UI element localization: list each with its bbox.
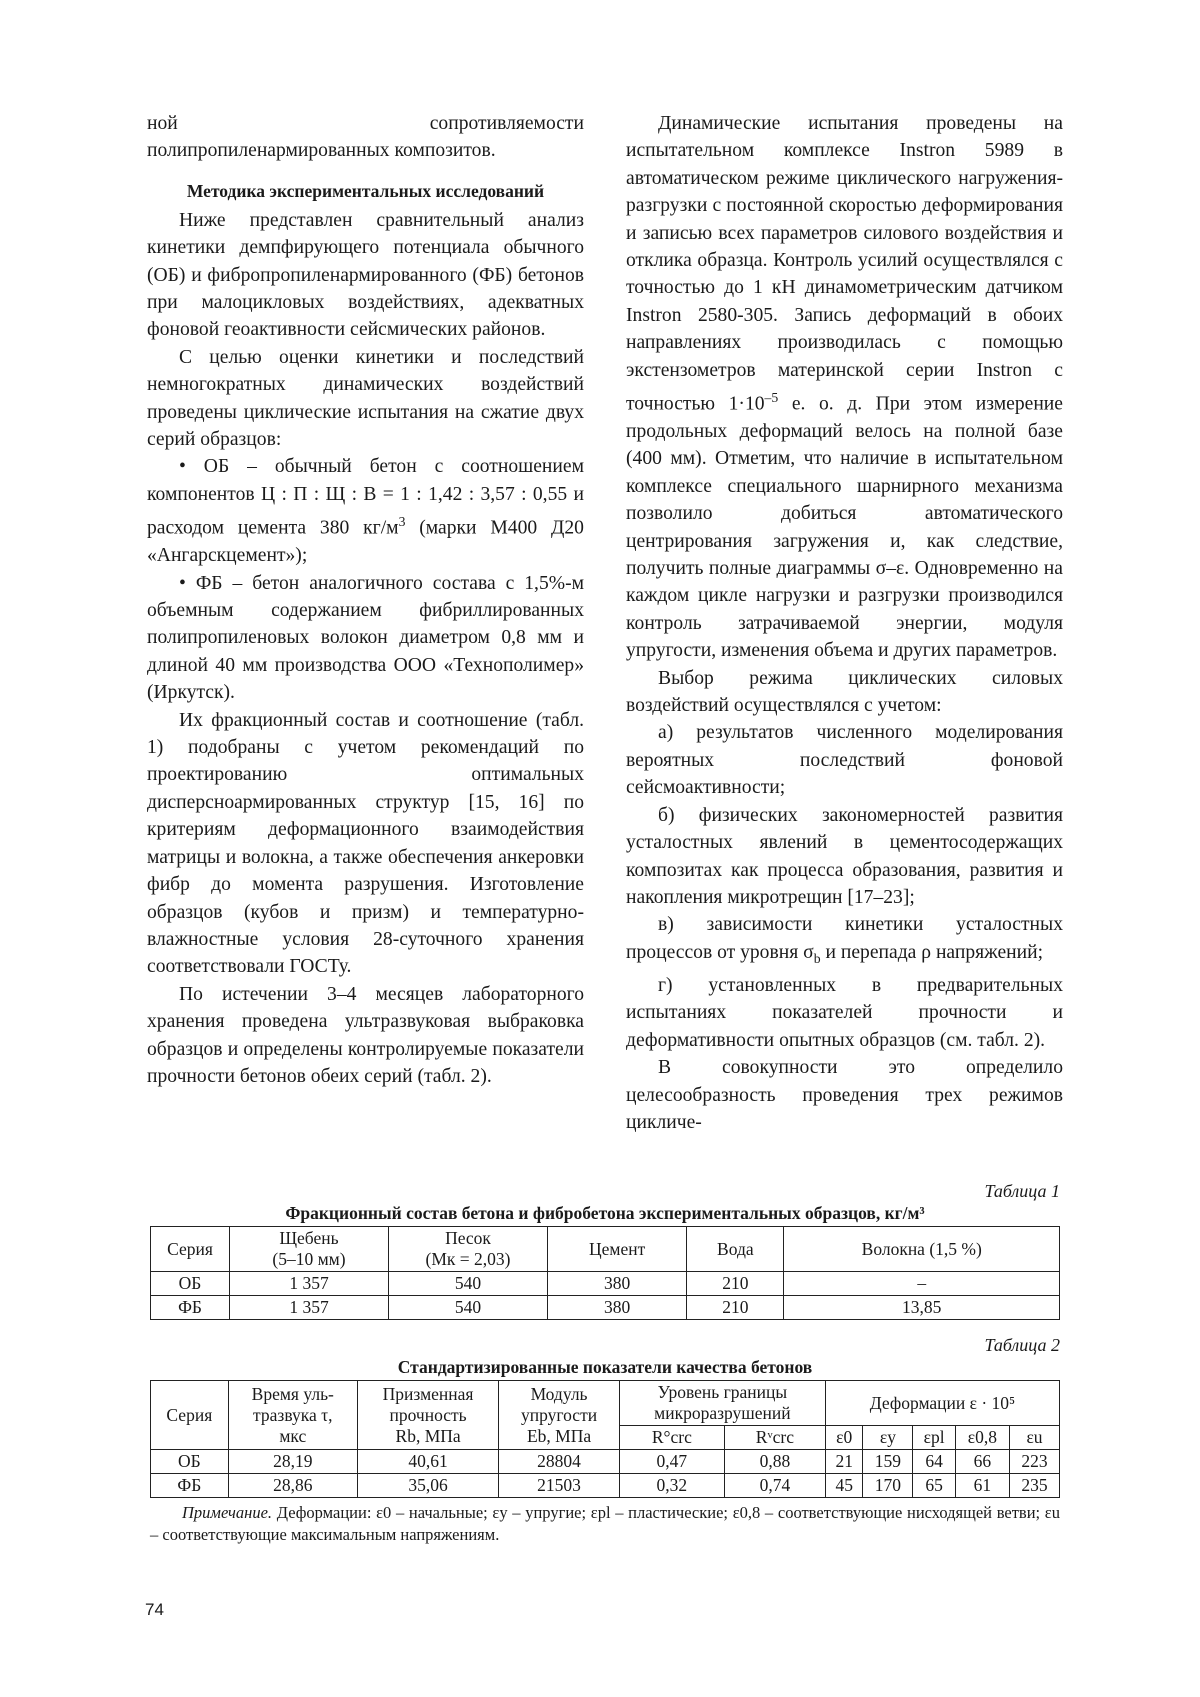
paragraph: В совокупности это определило целесообразность проведения трех режимов цикличе- xyxy=(626,1057,1063,1134)
header-cell: εpl xyxy=(913,1426,955,1450)
list-item: в) зависимости кинетики усталостных процессов от уровня $\sigma_b$ и перепада ρ напряжений; xyxy=(626,914,1063,966)
list-item: г) установленных в предварительных испытаниях показателей прочности и деформативности опытных образцов (см. табл. 2). xyxy=(626,975,1063,1051)
table-title: Стандартизированные показатели качества бетонов xyxy=(397,1357,813,1377)
cell: 0,74 xyxy=(724,1474,825,1498)
cell: ФБ xyxy=(151,1296,230,1320)
cell: ОБ xyxy=(151,1450,229,1474)
header-cell: Щебень (5–10 мм) xyxy=(230,1227,389,1272)
header-cell: Rᵛcrc xyxy=(724,1426,825,1450)
cell: 0,88 xyxy=(724,1450,825,1474)
paragraph: Динамические испытания проведены на испытательном комплексе Instron 5989 в автоматическом режиме циклического нагружения-разгрузки с постоянной скоростью деформирования и записью всех параметров силового воздействия и отклика образца. Контроль усилий осуществлялся с точностью до 1 кН динамометрическим датчиком Instron 2580-305. Запись деформаций в обоих направлениях производилась с помощью экстензометров материнской серии Instron с точностью $1\cdot 10^{-5}$ е. о. д. При этом измерение продольных деформаций велось на полной базе (400 мм). Отметим, что наличие в испытательном комплексе специального шарнирного механизма позволило добиться автоматического центрирования загружения и, как следствие, получить полные диаграммы σ–ε. Одновременно на каждом цикле нагрузки и разгрузки производился контроль затрачиваемой энергии, модуля упругости, изменения объема и других параметров. xyxy=(626,113,1063,662)
header-cell: Время уль- тразвука τ, мкс xyxy=(228,1381,357,1450)
header-cell: Модуль упругости Eb, МПа xyxy=(499,1381,620,1450)
left-column xyxy=(147,110,584,1090)
cell: ФБ xyxy=(151,1474,229,1498)
paragraph: ной сопротивляемости полипропиленармированных композитов. xyxy=(147,113,584,162)
cell: 13,85 xyxy=(784,1296,1060,1320)
header-cell: Деформации ε · 10⁵ xyxy=(825,1381,1059,1426)
cell: 65 xyxy=(913,1474,955,1498)
cell: 66 xyxy=(955,1450,1009,1474)
cell: 28,19 xyxy=(228,1450,357,1474)
table-row xyxy=(151,1272,1060,1296)
right-column xyxy=(626,110,1063,1136)
cell: 1 357 xyxy=(230,1296,389,1320)
cell: 380 xyxy=(548,1296,687,1320)
cell: 21503 xyxy=(499,1474,620,1498)
table-title: Фракционный состав бетона и фибробетона экспериментальных образцов, кг/м³ xyxy=(285,1203,925,1223)
paragraph: Ниже представлен сравнительный анализ кинетики демпфирующего потенциала обычного (ОБ) и фибропропиленармированного (ФБ) бетонов при малоцикловых воздействиях, адекватных фоновой геоактивности сейсмических районов. xyxy=(147,209,584,341)
composition-table xyxy=(150,1226,1060,1320)
cell: 61 xyxy=(955,1474,1009,1498)
paragraph: Выбор режима циклических силовых воздействий осуществлялся с учетом: xyxy=(626,667,1063,717)
header-cell: Волокна (1,5 %) xyxy=(784,1227,1060,1272)
table-header-row xyxy=(151,1227,1060,1272)
cell: 1 357 xyxy=(230,1272,389,1296)
cell: 28804 xyxy=(499,1450,620,1474)
bullet-item: • ФБ – бетон аналогичного состава с 1,5%-м объемным содержанием фибриллированных полипропиленовых волокон диаметром 0,8 мм и длиной 40 мм производства ООО «Технополимер» (Иркутск). xyxy=(147,572,584,704)
tables-section xyxy=(150,1180,1060,1546)
table-note: Примечание. Деформации: ε0 – начальные; εy – упругие; εpl – пластические; ε0,8 – соответствующие нисходящей ветви; εu – соответствующие максимальным напряжениям. xyxy=(150,1503,1060,1544)
page-number: 74 xyxy=(145,1600,164,1619)
header-cell: ε0 xyxy=(825,1426,863,1450)
cell: 45 xyxy=(825,1474,863,1498)
list-item: б) физических закономерностей развития усталостных явлений в цементосодержащих композитах как процесса образования, развития и накопления микротрещин [17–23]; xyxy=(626,804,1063,908)
header-cell: Уровень границы микроразрушений xyxy=(619,1381,825,1426)
cell: 380 xyxy=(548,1272,687,1296)
cell: 170 xyxy=(863,1474,913,1498)
quality-table xyxy=(150,1380,1060,1498)
cell: 210 xyxy=(687,1296,784,1320)
header-cell: R°crc xyxy=(619,1426,724,1450)
cell: 210 xyxy=(687,1272,784,1296)
cell: 28,86 xyxy=(228,1474,357,1498)
header-cell: ε0,8 xyxy=(955,1426,1009,1450)
header-cell: Призменная прочность Rb, МПа xyxy=(357,1381,498,1450)
header-cell: εu xyxy=(1010,1426,1060,1450)
cell: 540 xyxy=(389,1296,548,1320)
header-cell: Вода xyxy=(687,1227,784,1272)
header-cell: Серия xyxy=(151,1381,229,1450)
section-heading: Методика экспериментальных исследований xyxy=(186,180,545,201)
cell: 35,06 xyxy=(357,1474,498,1498)
cell: 540 xyxy=(389,1272,548,1296)
header-cell: εy xyxy=(863,1426,913,1450)
cell: ОБ xyxy=(151,1272,230,1296)
paragraph: По истечении 3–4 месяцев лабораторного хранения проведена ультразвуковая выбраковка образцов и определены контролируемые показатели прочности бетонов обеих серий (табл. 2). xyxy=(147,983,584,1087)
cell: – xyxy=(784,1272,1060,1296)
table-caption: Таблица 1 xyxy=(984,1181,1060,1201)
list-item: а) результатов численного моделирования вероятных последствий фоновой сейсмоактивности; xyxy=(626,722,1063,799)
paragraph: С целью оценки кинетики и последствий немногократных динамических воздействий проведены циклические испытания на сжатие двух серий образцов: xyxy=(147,346,584,451)
cell: 40,61 xyxy=(357,1450,498,1474)
header-cell: Серия xyxy=(151,1227,230,1272)
cell: 64 xyxy=(913,1450,955,1474)
cell: 223 xyxy=(1010,1450,1060,1474)
header-cell: Песок (Mк = 2,03) xyxy=(389,1227,548,1272)
table-caption: Таблица 2 xyxy=(984,1335,1060,1355)
table-row xyxy=(151,1474,1060,1498)
cell: 235 xyxy=(1010,1474,1060,1498)
cell: 159 xyxy=(863,1450,913,1474)
header-cell: Цемент xyxy=(548,1227,687,1272)
paragraph: Их фракционный состав и соотношение (табл. 1) подобраны с учетом рекомендаций по проектированию оптимальных дисперсноармированных структур [15, 16] по критериям деформационного взаимодействия матрицы и волокна, а также обеспечения анкеровки фибр до момента разрушения. Изготовление образцов (кубов и призм) и температурно-влажностные условия 28-суточного хранения соответствовали ГОСТу. xyxy=(147,709,584,978)
cell: 21 xyxy=(825,1450,863,1474)
table-row xyxy=(151,1296,1060,1320)
bullet-item: • ОБ – обычный бетон с соотношением компонентов Ц : П : Щ : В = 1 : 1,42 : 3,57 : 0,55 и расходом цемента 380 $кг/м^3$ (марки М400 Д20 «Ангарскцемент»); xyxy=(147,456,584,567)
cell: 0,32 xyxy=(619,1474,724,1498)
table-header-row xyxy=(151,1381,1060,1426)
table-row xyxy=(151,1450,1060,1474)
cell: 0,47 xyxy=(619,1450,724,1474)
